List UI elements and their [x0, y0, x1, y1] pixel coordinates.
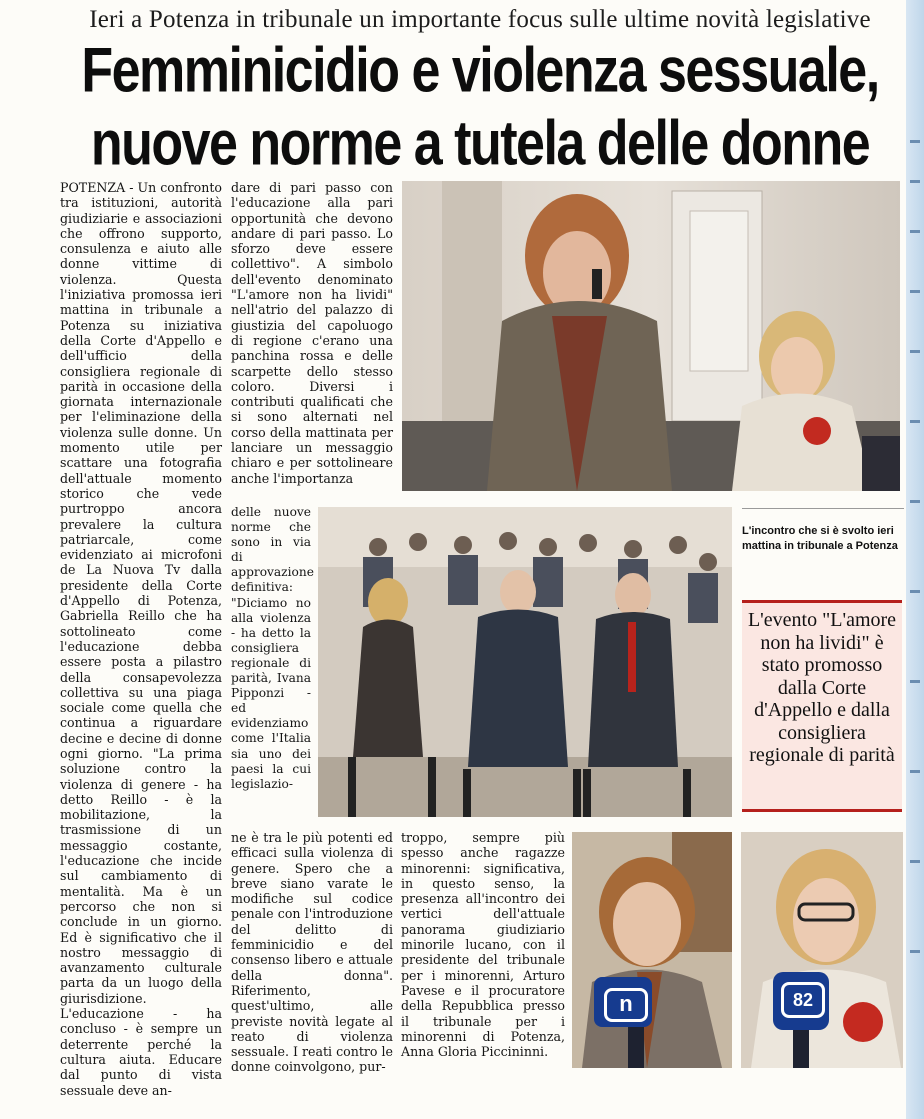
- adjacent-page-strip: [906, 0, 924, 1119]
- photo-caption: L'incontro che si è svolto ieri mattina in tribunale a Potenza: [742, 525, 898, 552]
- mic-logo-right: 82: [781, 982, 825, 1018]
- mic-logo-left: n: [604, 988, 648, 1022]
- article-column-2-bottom: ne è tra le più potenti ed efficaci sulla violenza di genere. Spero che a breve siano varate le modifiche sul codice penale con l'introduzione del delitto di femminicidio e del consenso libero e attuale della donna". Riferimento, quest'ultimo, alle previste novità legate al reato di violenza sessuale. I reati contro le donne coinvolgono, pur-: [231, 830, 393, 1075]
- headline-line-2: nuove norme a tutela delle donne: [90, 108, 870, 180]
- headline: [55, 34, 905, 180]
- photo-interview-right: [741, 832, 903, 1068]
- pull-quote: L'evento "L'amore non ha lividi" è stato promosso dalla Corte d'Appello e dalla consigliera regionale di parità: [742, 600, 902, 812]
- photo-speaker: [402, 181, 900, 491]
- kicker: Ieri a Potenza in tribunale un importante focus sulle ultime novità legislative: [89, 6, 871, 33]
- caption-divider: [742, 508, 904, 509]
- article-column-1: POTENZA - Un confronto tra istituzioni, autorità giudiziarie e associazioni che offrono supporto, consulenza e aiuto alle donne vittime di violenza. Questa l'iniziativa promossa ieri mattina in tribunale a Potenza su iniziativa della Corte d'Appello e dell'ufficio della consigliera regionale di parità in occasione della giornata internazionale per l'eliminazione della violenza sulle donne. Un momento utile per scattare una fotografia dell'attuale momento storico che vede purtroppo ancora prevalere la cultura patriarcale, come evidenziato ai microfoni de La Nuova Tv dalla presidente della Corte d'Appello di Potenza, Gabriella Reillo che ha sottolineato come l'educazione debba essere posta a pilastro della consapevolezza collettiva su una piaga sociale come quella che continua a riguardare decine e decine di donne ogni giorno. "La prima soluzione contro la violenza di genere - ha detto Reillo - è la mobilitazione, la trasmissione di un messaggio costante, l'educazione che incide sul cambiamento di mentalità. Ma è un percorso che non si conclude in un giorno. Ed è significativo che il nostro messaggio di avanzamento culturale parta da un luogo della giurisdizione. L'educazione - ha concluso - è sempre un deterrente perché la cultura aiuta. Educare dal punto di vista sessuale deve an-: [60, 180, 223, 1098]
- article-column-3: troppo, sempre più spesso anche ragazze minorenni: significativa, in questo senso, la presenza all'incontro dei vertici dell'attuale panorama giudiziario minorile lucano, con il presidente del tribunale per i minorenni, Arturo Pavese e il procuratore della Repubblica presso il tribunale per i minorenni di Potenza, Anna Gloria Piccininni.: [401, 830, 565, 1060]
- article-column-2-top: dare di pari passo con l'educazione alla pari opportunità che devono andare di pari passo. Lo sforzo deve essere collettivo". A simbolo dell'evento denominato "L'amore non ha lividi" nell'atrio del palazzo di giustizia del capoluogo di regione c'erano una panchina rossa e delle scarpette dello stesso coloro. Diversi i contributi qualificati che si sono alternati nel corso della mattinata per lanciare un messaggio chiaro e per sottolineare anche l'importanza: [231, 180, 393, 486]
- headline-line-1: Femminicidio e violenza sessuale,: [81, 35, 879, 106]
- photo-audience: [318, 507, 732, 817]
- article-column-2-narrow: delle nuove norme che sono in via di approvazione definitiva: "Diciamo no alla violenza - ha detto la consigliera regionale di parità, Ivana Pipponzi - ed evidenziamo come l'Italia sia uno dei paesi la cui legislazio-: [231, 505, 314, 791]
- photo-interview-left: [572, 832, 732, 1068]
